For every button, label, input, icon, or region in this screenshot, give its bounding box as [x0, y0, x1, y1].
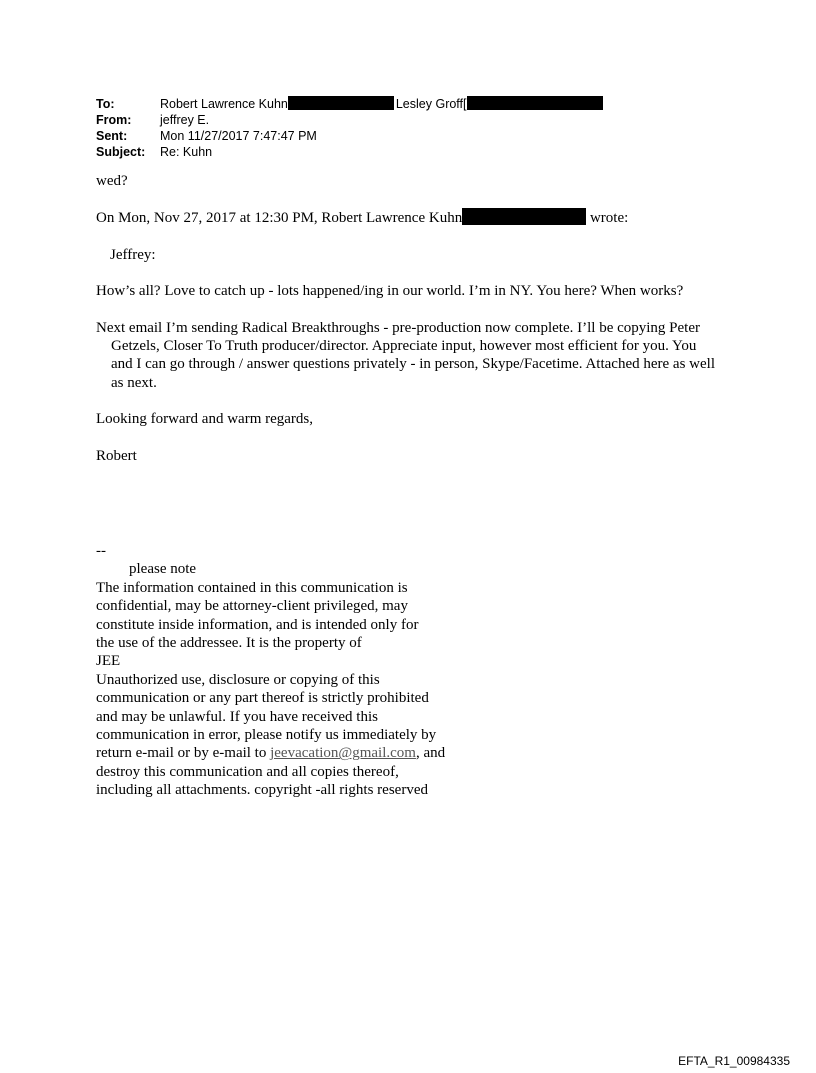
disclaimer-line: JEE: [96, 653, 121, 670]
to-recipient-1: Robert Lawrence Kuhn: [160, 97, 288, 111]
to-value: [160, 96, 603, 112]
sent-value: Mon 11/27/2017 7:47:47 PM: [160, 129, 317, 143]
email-link[interactable]: jeevacation@gmail.com: [270, 745, 416, 762]
redaction-box: [288, 96, 394, 110]
to-recipient-2: Lesley Groff[: [395, 97, 467, 111]
email-body: [96, 172, 716, 483]
disclaimer-line: including all attachments. copyright -all rights reserved: [96, 782, 428, 799]
subject-label: Subject:: [96, 145, 146, 159]
redaction-box: [467, 96, 603, 110]
subject-value: Re: Kuhn: [160, 145, 213, 159]
reply-text: wed?: [96, 173, 128, 189]
disclaimer-line: communication or any part thereof is strictly prohibited: [96, 690, 429, 707]
disclaimer-line: constitute inside information, and is intended only for: [96, 616, 419, 633]
redaction-box: [462, 208, 586, 225]
greeting: Jeffrey:: [110, 246, 156, 263]
please-note: please note: [129, 561, 197, 578]
disclaimer-line: The information contained in this communication is: [96, 579, 408, 596]
disclaimer-line: return e-mail or by e-mail to jeevacation@gmail.com, and: [96, 745, 446, 762]
closing: Looking forward and warm regards,: [96, 411, 314, 428]
paragraph: Next email I’m sending Radical Breakthroughs - pre-production now complete. I’ll be copying Peter Getzels, Closer To Truth producer/director. Appreciate input, however most efficient for you. You and I can go through / answer questions privately - in person, Skype/Facetime. Attached here as well as next.: [96, 319, 715, 391]
email-header: [96, 96, 603, 160]
disclaimer-line: communication in error, please notify us immediately by: [96, 727, 437, 744]
to-row: [96, 96, 603, 112]
disclaimer-line: confidential, may be attorney-client privileged, may: [96, 598, 408, 615]
from-row: [96, 112, 603, 128]
sent-label: Sent:: [96, 129, 128, 143]
disclaimer-line: and may be unlawful. If you have received this: [96, 708, 378, 725]
quote-intro: On Mon, Nov 27, 2017 at 12:30 PM, Robert Lawrence Kuhn wrote:: [96, 210, 629, 227]
disclaimer: [96, 542, 496, 800]
disclaimer-line: destroy this communication and all copies thereof,: [96, 763, 399, 780]
subject-row: [96, 144, 603, 160]
disclaimer-line: the use of the addressee. It is the property of: [96, 635, 362, 652]
paragraph: How’s all? Love to catch up - lots happened/ing in our world. I’m in NY. You here? When works?: [96, 283, 684, 300]
separator-dashes: --: [96, 543, 106, 559]
from-label: From:: [96, 113, 132, 127]
sent-row: [96, 128, 603, 144]
to-label: To:: [96, 97, 115, 111]
from-value: jeffrey E.: [160, 113, 210, 127]
signature: Robert: [96, 447, 137, 464]
document-id: EFTA_R1_00984335: [678, 1054, 790, 1068]
disclaimer-line: Unauthorized use, disclosure or copying of this: [96, 671, 380, 688]
